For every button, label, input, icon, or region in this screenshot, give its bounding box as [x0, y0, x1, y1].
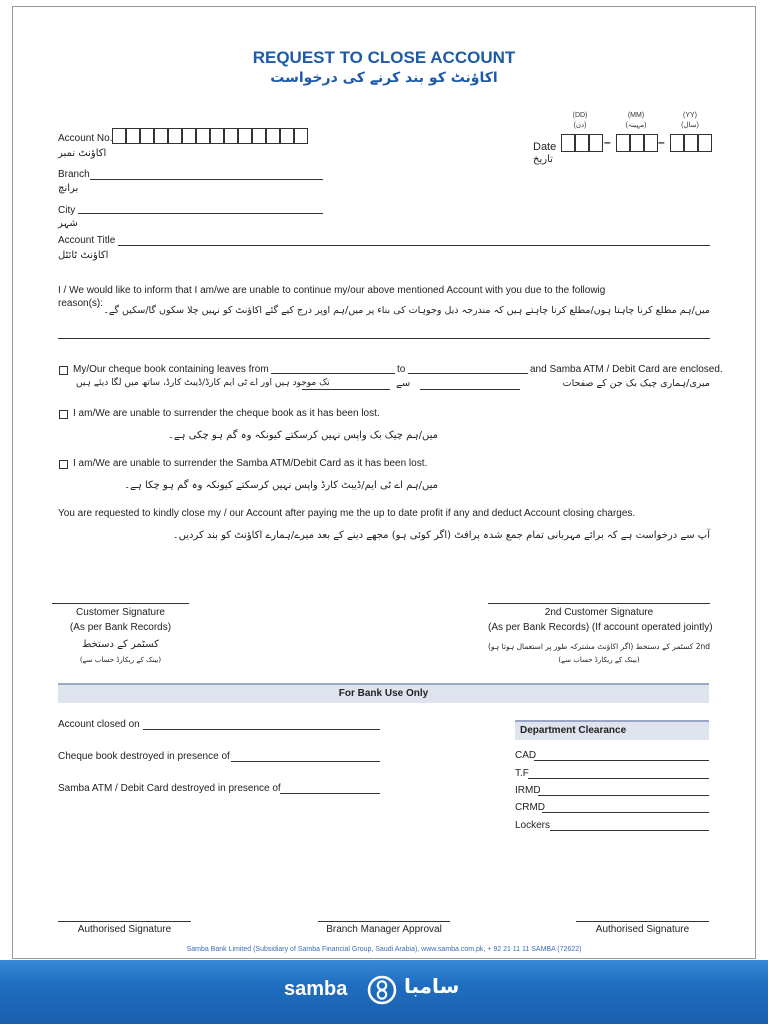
city-label-urdu: شہر [58, 218, 78, 229]
option-cheque-enclosed-checkbox[interactable] [59, 366, 68, 375]
authorised-signature-1-line[interactable] [58, 921, 191, 922]
account-no-label-urdu: اکاؤنٹ نمبر [58, 148, 107, 159]
option-cheque-lost-urdu: میں/ہم چیک بک واپس نہیں کرسکتے کیونکہ وہ گم ہو چکی ہے۔ [167, 430, 438, 441]
customer-signature-note: (As per Bank Records) [69, 622, 172, 633]
option-card-lost-checkbox[interactable] [59, 460, 68, 469]
date-yy-header: (YY) [683, 112, 697, 119]
dept-cad-field[interactable] [534, 760, 709, 761]
customer-signature-line[interactable] [52, 603, 189, 604]
branch-label-urdu: برانچ [58, 183, 79, 194]
intro-text-urdu: میں/ہم مطلع کرنا چاہتا ہوں/مطلع کرنا چاہتے ہیں کہ مندرجہ ذیل وجوہات کی بناء پر میں/ہم اوپر درج کیے گئے اکاؤنٹ کو نہیں چلا سکوں گا/سکیں گے۔ [103, 305, 710, 316]
bank-use-only-band [58, 683, 709, 703]
request-text-urdu: آپ سے درخواست ہے کہ برائے مہربانی تمام جمع شدہ پرافٹ (اگر کوئی ہو) مجھے دینے کے بعد میرے/ہمارے اکاؤنٹ کو بند کردیں۔ [172, 530, 710, 541]
account-title-label: Account Title [58, 235, 116, 246]
authorised-signature-2-label: Authorised Signature [595, 924, 690, 935]
brand-name-urdu: سامبا [404, 974, 460, 998]
second-customer-signature-label: 2nd Customer Signature [544, 607, 654, 618]
option-cheque-ur-b: سے [396, 378, 411, 389]
second-customer-signature-line[interactable] [488, 603, 710, 604]
card-destroyed-field[interactable] [280, 793, 380, 794]
date-separator-1: – [604, 135, 611, 149]
brand-name: samba [284, 978, 348, 1000]
account-title-label-urdu: اکاؤنٹ ٹائٹل [58, 250, 109, 261]
customer-signature-label-urdu: کسٹمر کے دستخط [82, 639, 159, 650]
account-closed-on-label: Account closed on [58, 719, 140, 730]
option-cheque-ur-c: تک موجود ہیں اور اے ٹی ایم کارڈ/ڈیبٹ کارڈ، ساتھ میں لگا دیئے ہیں [76, 378, 330, 388]
branch-field[interactable] [90, 179, 323, 180]
branch-manager-approval-label: Branch Manager Approval [326, 924, 442, 935]
account-title-field[interactable] [118, 245, 710, 246]
leaves-from-field-urdu[interactable] [420, 389, 520, 390]
option-cheque-text-b: to [397, 364, 406, 375]
intro-text: I / We would like to inform that I am/we are unable to continue my/our above mentioned Account with you due to the followig [58, 285, 606, 296]
city-label: City [58, 205, 76, 216]
brand-footer [0, 960, 768, 1024]
dept-crmd-field[interactable] [542, 812, 709, 813]
second-customer-signature-note-urdu: (بینک کے ریکارڈ حساب سے) [558, 656, 640, 664]
dept-crmd-label: CRMD [515, 802, 545, 813]
date-dd-header-urdu: (دن) [573, 122, 587, 129]
form-title: REQUEST TO CLOSE ACCOUNT [252, 48, 516, 67]
leaves-to-field[interactable] [408, 373, 528, 374]
branch-label: Branch [58, 169, 90, 180]
option-cheque-text-a: My/Our cheque book containing leaves from [73, 364, 269, 375]
date-yy-header-urdu: (سال) [681, 122, 699, 129]
account-closed-on-field[interactable] [143, 729, 380, 730]
dept-lockers-label: Lockers [515, 820, 551, 831]
account-no-label: Account No. [58, 133, 113, 144]
bank-contact-footnote: Samba Bank Limited (Subsidiary of Samba Financial Group, Saudi Arabia), www.samba.com.pk, + 92 21 11 11 SAMBA (72622) [186, 946, 582, 953]
option-cheque-lost-text: I am/We are unable to surrender the cheque book as it has been lost. [73, 408, 380, 419]
city-field[interactable] [78, 213, 323, 214]
date-mm-header-urdu: (مہینہ) [625, 122, 647, 129]
cheque-destroyed-field[interactable] [231, 761, 380, 762]
department-clearance-header [515, 720, 709, 740]
second-customer-signature-label-urdu: 2nd کسٹمر کے دستخط (اگر اکاؤنٹ مشترکہ طور پر استعمال ہوتا ہو) [488, 642, 710, 651]
authorised-signature-1-label: Authorised Signature [77, 924, 172, 935]
samba-logo-icon [367, 975, 397, 1005]
dept-tf-field[interactable] [528, 778, 709, 779]
dept-cad-label: CAD [515, 750, 537, 761]
card-destroyed-label: Samba ATM / Debit Card destroyed in presence of [58, 783, 281, 794]
option-card-lost-text: I am/We are unable to surrender the Samba ATM/Debit Card as it has been lost. [73, 458, 428, 469]
date-label: Date [533, 141, 557, 153]
option-cheque-ur-a: میری/ہماری چیک بک جن کے صفحات [562, 378, 710, 389]
bank-use-only-title: For Bank Use Only [338, 688, 429, 699]
date-label-urdu: تاریخ [533, 154, 553, 165]
date-separator-2: – [658, 135, 665, 149]
department-clearance-title: Department Clearance [520, 725, 627, 736]
leaves-from-field[interactable] [271, 373, 395, 374]
second-customer-signature-note: (As per Bank Records) (If account operated jointly) [488, 622, 713, 633]
option-card-lost-urdu: میں/ہم اے ٹی ایم/ڈیبٹ کارڈ واپس نہیں کرسکتے کیونکہ وہ گم ہو چکا ہے۔ [124, 480, 438, 491]
customer-signature-label: Customer Signature [76, 607, 165, 618]
date-mm-header: (MM) [627, 112, 645, 119]
authorised-signature-2-line[interactable] [576, 921, 709, 922]
dept-lockers-field[interactable] [550, 830, 709, 831]
leaves-to-field-urdu[interactable] [302, 389, 390, 390]
cheque-destroyed-label: Cheque book destroyed in presence of [58, 751, 230, 762]
dept-irmd-label: IRMD [515, 785, 541, 796]
option-cheque-lost-checkbox[interactable] [59, 410, 68, 419]
form-title-urdu: اکاؤنٹ کو بند کرنے کی درخواست [270, 70, 498, 86]
branch-manager-approval-line[interactable] [318, 921, 450, 922]
reason-line[interactable] [58, 338, 710, 339]
dept-tf-label: T.F [515, 768, 529, 779]
customer-signature-note-urdu: (بینک کے ریکارڈ حساب سے) [79, 656, 162, 664]
intro-text-2: reason(s): [58, 298, 104, 309]
request-text: You are requested to kindly close my / our Account after paying me the up to date profit if any and deduct Account closing charges. [58, 508, 636, 519]
dept-irmd-field[interactable] [538, 795, 709, 796]
option-cheque-text-c: and Samba ATM / Debit Card are enclosed. [530, 364, 723, 375]
date-dd-header: (DD) [572, 112, 588, 119]
